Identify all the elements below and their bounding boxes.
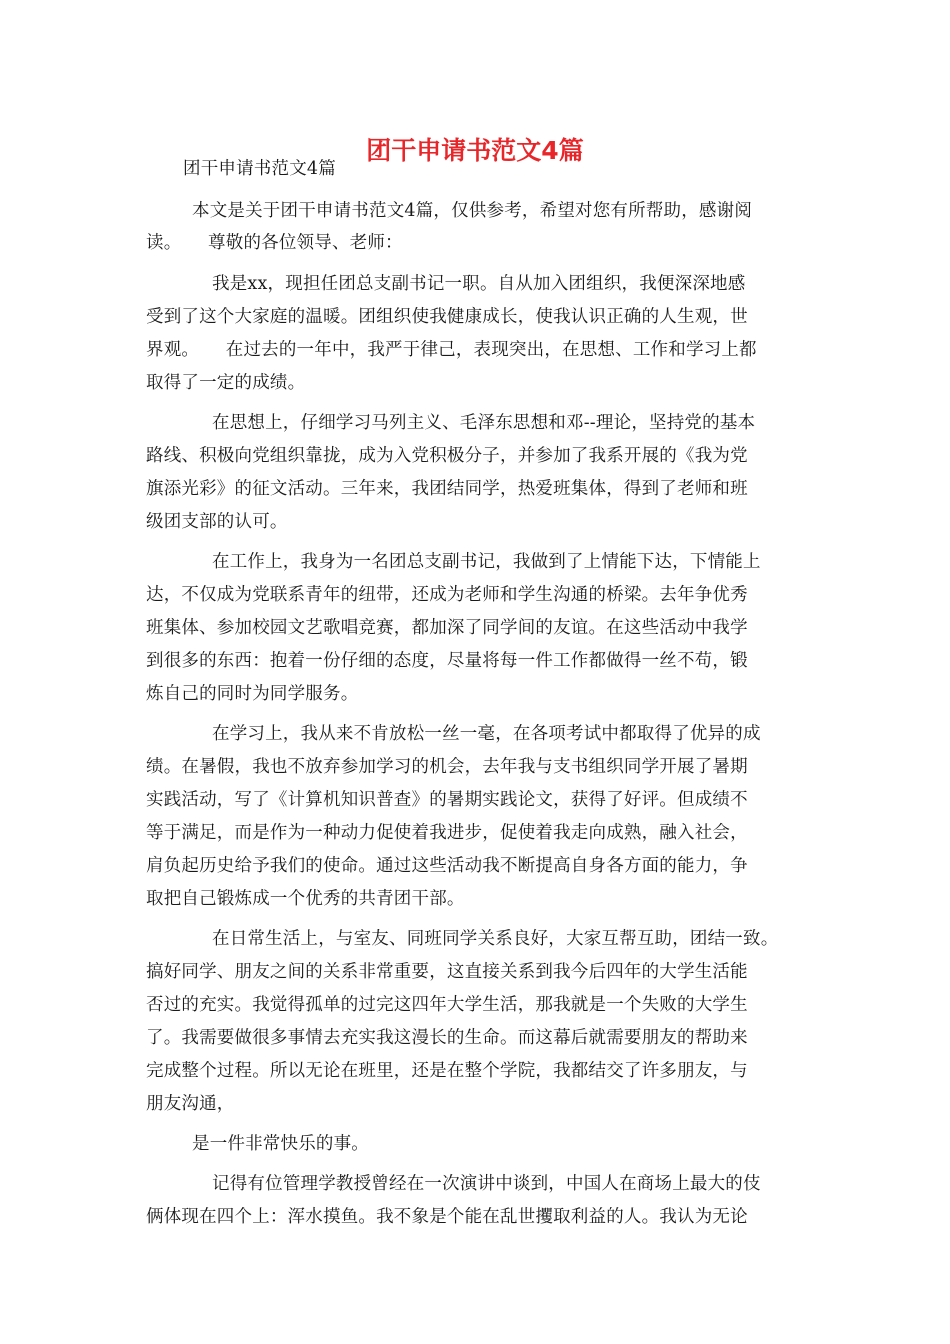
text-line: 达，不仅成为党联系青年的纽带，还成为老师和学生沟通的桥梁。去年争优秀 <box>146 585 748 605</box>
text-line: 记得有位管理学教授曾经在一次演讲中谈到，中国人在商场上最大的伎 <box>212 1174 761 1194</box>
text-line: 是一件非常快乐的事。 <box>192 1134 369 1154</box>
text-line: 了。我需要做很多事情去充实我这漫长的生命。而这幕后就需要朋友的帮助来 <box>146 1028 748 1048</box>
text-line: 在日常生活上，与室友、同班同学关系良好，大家互帮互助，团结一致。 <box>212 929 779 949</box>
text-line: 绩。在暑假，我也不放弃参加学习的机会，去年我与支书组织同学开展了暑期 <box>146 757 748 777</box>
text-line: 否过的充实。我觉得孤单的过完这四年大学生活，那我就是一个失败的大学生 <box>146 995 748 1015</box>
text-line: 级团支部的认可。 <box>146 512 288 532</box>
text-line: 等于满足，而是作为一种动力促使着我进步，促使着我走向成熟，融入社会， <box>146 823 748 843</box>
text-line: 完成整个过程。所以无论在班里，还是在整个学院，我都结交了许多朋友，与 <box>146 1061 748 1081</box>
text-line: 路线、积极向党组织靠拢，成为入党积极分子，并参加了我系开展的《我为党 <box>146 446 748 466</box>
text-line: 俩体现在四个上：浑水摸鱼。我不象是个能在乱世攫取利益的人。我认为无论 <box>146 1207 748 1227</box>
text-line: 界观。 在过去的一年中，我严于律己，表现突出，在思想、工作和学习上都 <box>146 340 757 360</box>
text-line: 取把自己锻炼成一个优秀的共青团干部。 <box>146 889 465 909</box>
text-line: 搞好同学、朋友之间的关系非常重要，这直接关系到我今后四年的大学生活能 <box>146 962 748 982</box>
text-line: 到很多的东西：抱着一份仔细的态度，尽量将每一件工作都做得一丝不苟，锻 <box>146 651 748 671</box>
text-line: 在思想上，仔细学习马列主义、毛泽东思想和邓--理论，坚持党的基本 <box>212 413 756 433</box>
text-line: 读。 尊敬的各位领导、老师： <box>146 233 403 253</box>
text-line: 本文是关于团干申请书范文4篇，仅供参考，希望对您有所帮助，感谢阅 <box>192 201 753 221</box>
text-line: 在学习上，我从来不肯放松一丝一毫，在各项考试中都取得了优异的成 <box>212 724 761 744</box>
subtitle-line: 团干申请书范文4篇 <box>183 159 336 179</box>
text-line: 在工作上，我身为一名团总支副书记，我做到了上情能下达，下情能上 <box>212 552 761 572</box>
text-line: 炼自己的同时为同学服务。 <box>146 684 359 704</box>
document-title: 团干申请书范文4篇 <box>366 135 584 165</box>
text-line: 朋友沟通， <box>146 1094 235 1114</box>
text-line: 受到了这个大家庭的温暖。团组织使我健康成长，使我认识正确的人生观，世 <box>146 307 748 327</box>
text-line: 实践活动，写了《计算机知识普查》的暑期实践论文，获得了好评。但成绩不 <box>146 790 748 810</box>
text-line: 班集体、参加校园文艺歌唱竞赛，都加深了同学间的友谊。在这些活动中我学 <box>146 618 748 638</box>
text-line: 取得了一定的成绩。 <box>146 373 306 393</box>
text-line: 肩负起历史给予我们的使命。通过这些活动我不断提高自身各方面的能力，争 <box>146 856 748 876</box>
text-line: 旗添光彩》的征文活动。三年来，我团结同学，热爱班集体，得到了老师和班 <box>146 479 748 499</box>
text-line: 我是xx，现担任团总支副书记一职。自从加入团组织，我便深深地感 <box>212 274 746 294</box>
